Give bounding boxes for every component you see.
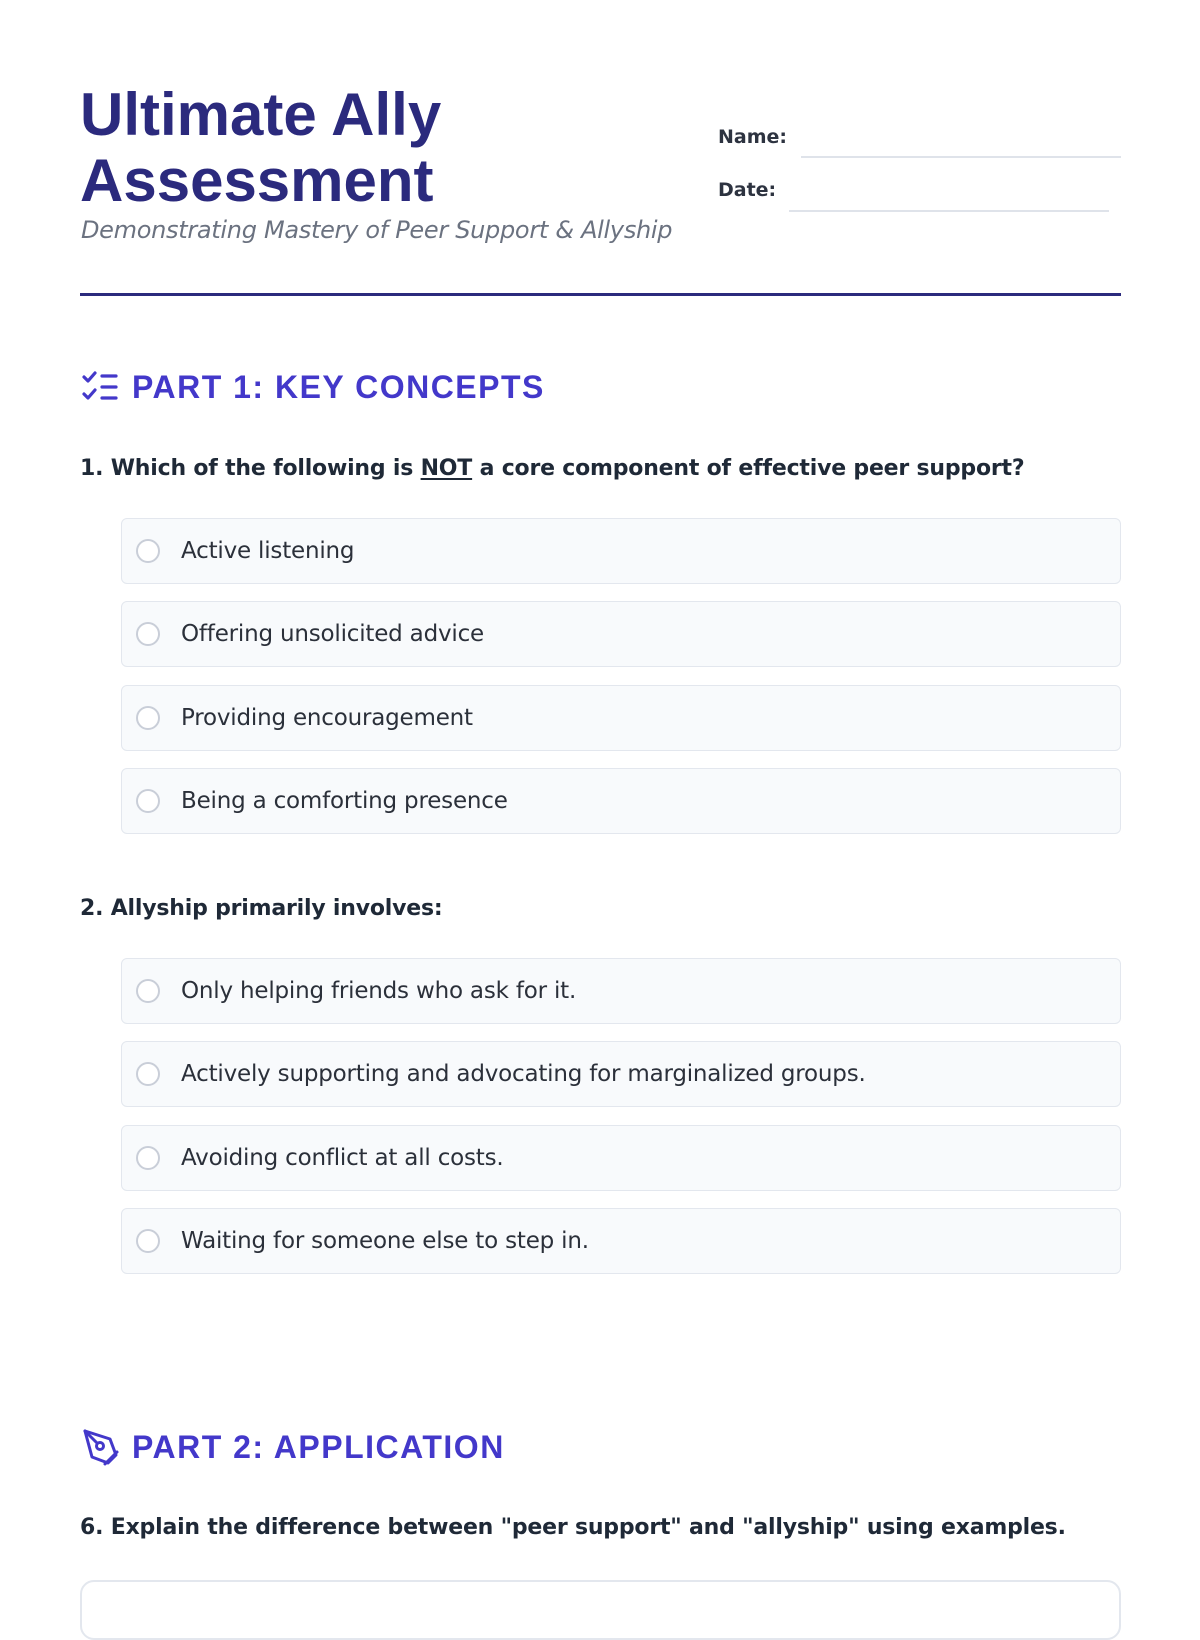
radio-button[interactable] [136,979,160,1003]
question-1-text-after: a core component of effective peer support? [479,456,1025,481]
q2-option-1[interactable] [121,958,1121,1024]
question-1-text-before: Which of the following is [110,456,414,481]
question-2-text: Allyship primarily involves: [110,896,443,921]
q2-option-4[interactable] [121,1208,1121,1274]
part1-title: PART 1: KEY CONCEPTS [132,368,545,405]
option-label: Actively supporting and advocating for marginalized groups. [181,1061,866,1087]
option-label: Being a comforting presence [181,788,508,814]
part2-title: PART 2: APPLICATION [132,1428,505,1465]
part2-heading [80,1427,505,1467]
title-line-2: Assessment [80,147,434,214]
q1-option-3[interactable] [121,685,1121,751]
question-6-text: Explain the difference between "peer support" and "allyship" using examples. [110,1515,1066,1540]
checklist-icon [80,367,120,407]
name-field[interactable] [801,156,1121,158]
option-label: Waiting for someone else to step in. [181,1228,589,1254]
radio-button[interactable] [136,1146,160,1170]
option-label: Only helping friends who ask for it. [181,978,577,1004]
option-label: Active listening [181,538,355,564]
question-1 [80,456,1024,481]
radio-button[interactable] [136,539,160,563]
title-line-1: Ultimate Ally [80,81,442,148]
question-2 [80,896,442,921]
option-label: Avoiding conflict at all costs. [181,1145,504,1171]
page-title [80,82,441,214]
question-6-number: 6. [80,1515,104,1540]
pen-nib-icon [80,1427,120,1467]
q2-option-3[interactable] [121,1125,1121,1191]
radio-button[interactable] [136,622,160,646]
question-1-number: 1. [80,456,104,481]
radio-button[interactable] [136,706,160,730]
q1-option-2[interactable] [121,601,1121,667]
q2-option-2[interactable] [121,1041,1121,1107]
name-label: Name: [718,126,788,148]
option-label: Offering unsolicited advice [181,621,484,647]
question-6 [80,1515,1066,1540]
q1-option-4[interactable] [121,768,1121,834]
radio-button[interactable] [136,789,160,813]
date-field[interactable] [789,210,1109,212]
page-subtitle: Demonstrating Mastery of Peer Support & Allyship [81,216,673,244]
radio-button[interactable] [136,1229,160,1253]
radio-button[interactable] [136,1062,160,1086]
date-label: Date: [718,179,777,201]
part1-heading [80,367,545,407]
question-2-number: 2. [80,896,104,921]
option-label: Providing encouragement [181,705,473,731]
header-divider [80,293,1121,296]
question-1-emphasis: NOT [420,456,473,481]
answer-textarea[interactable] [80,1580,1121,1640]
q1-option-1[interactable] [121,518,1121,584]
